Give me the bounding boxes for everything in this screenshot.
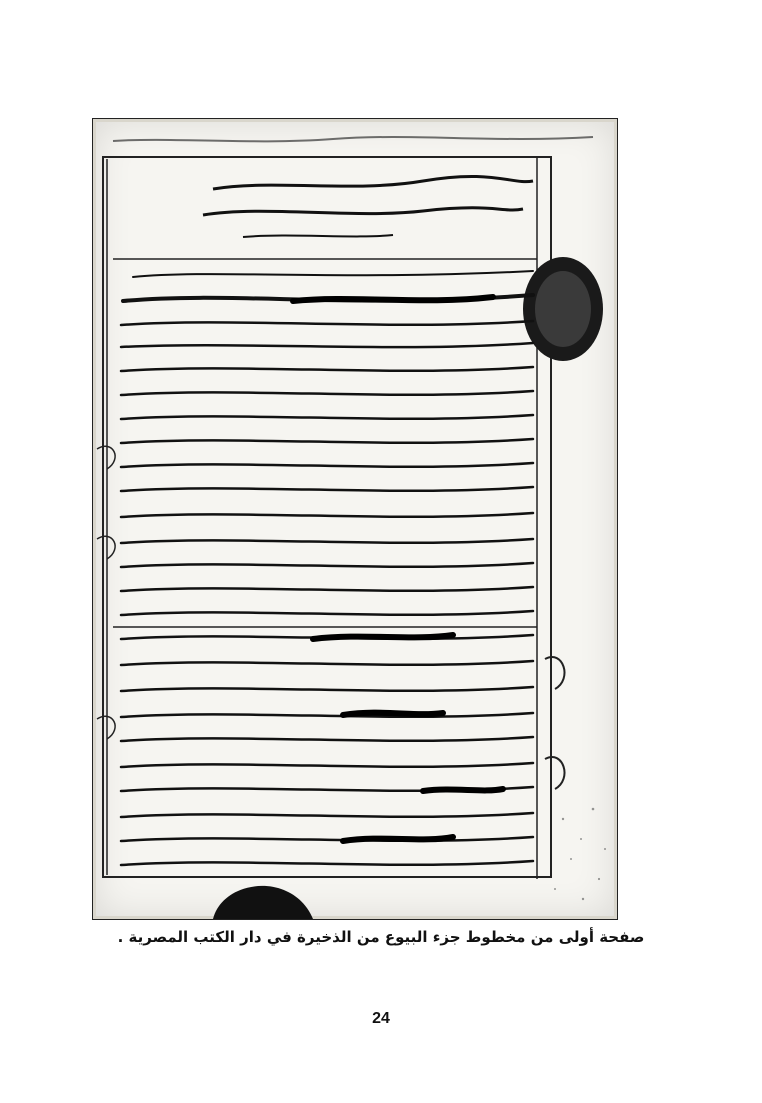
page-number: 24 [372, 1010, 390, 1027]
manuscript-image [92, 118, 618, 920]
manuscript-page-icon [93, 119, 617, 919]
figure-caption: صفحة أولى من مخطوط جزء البيوع من الذخيرة في دار الكتب المصرية . [117, 928, 645, 946]
